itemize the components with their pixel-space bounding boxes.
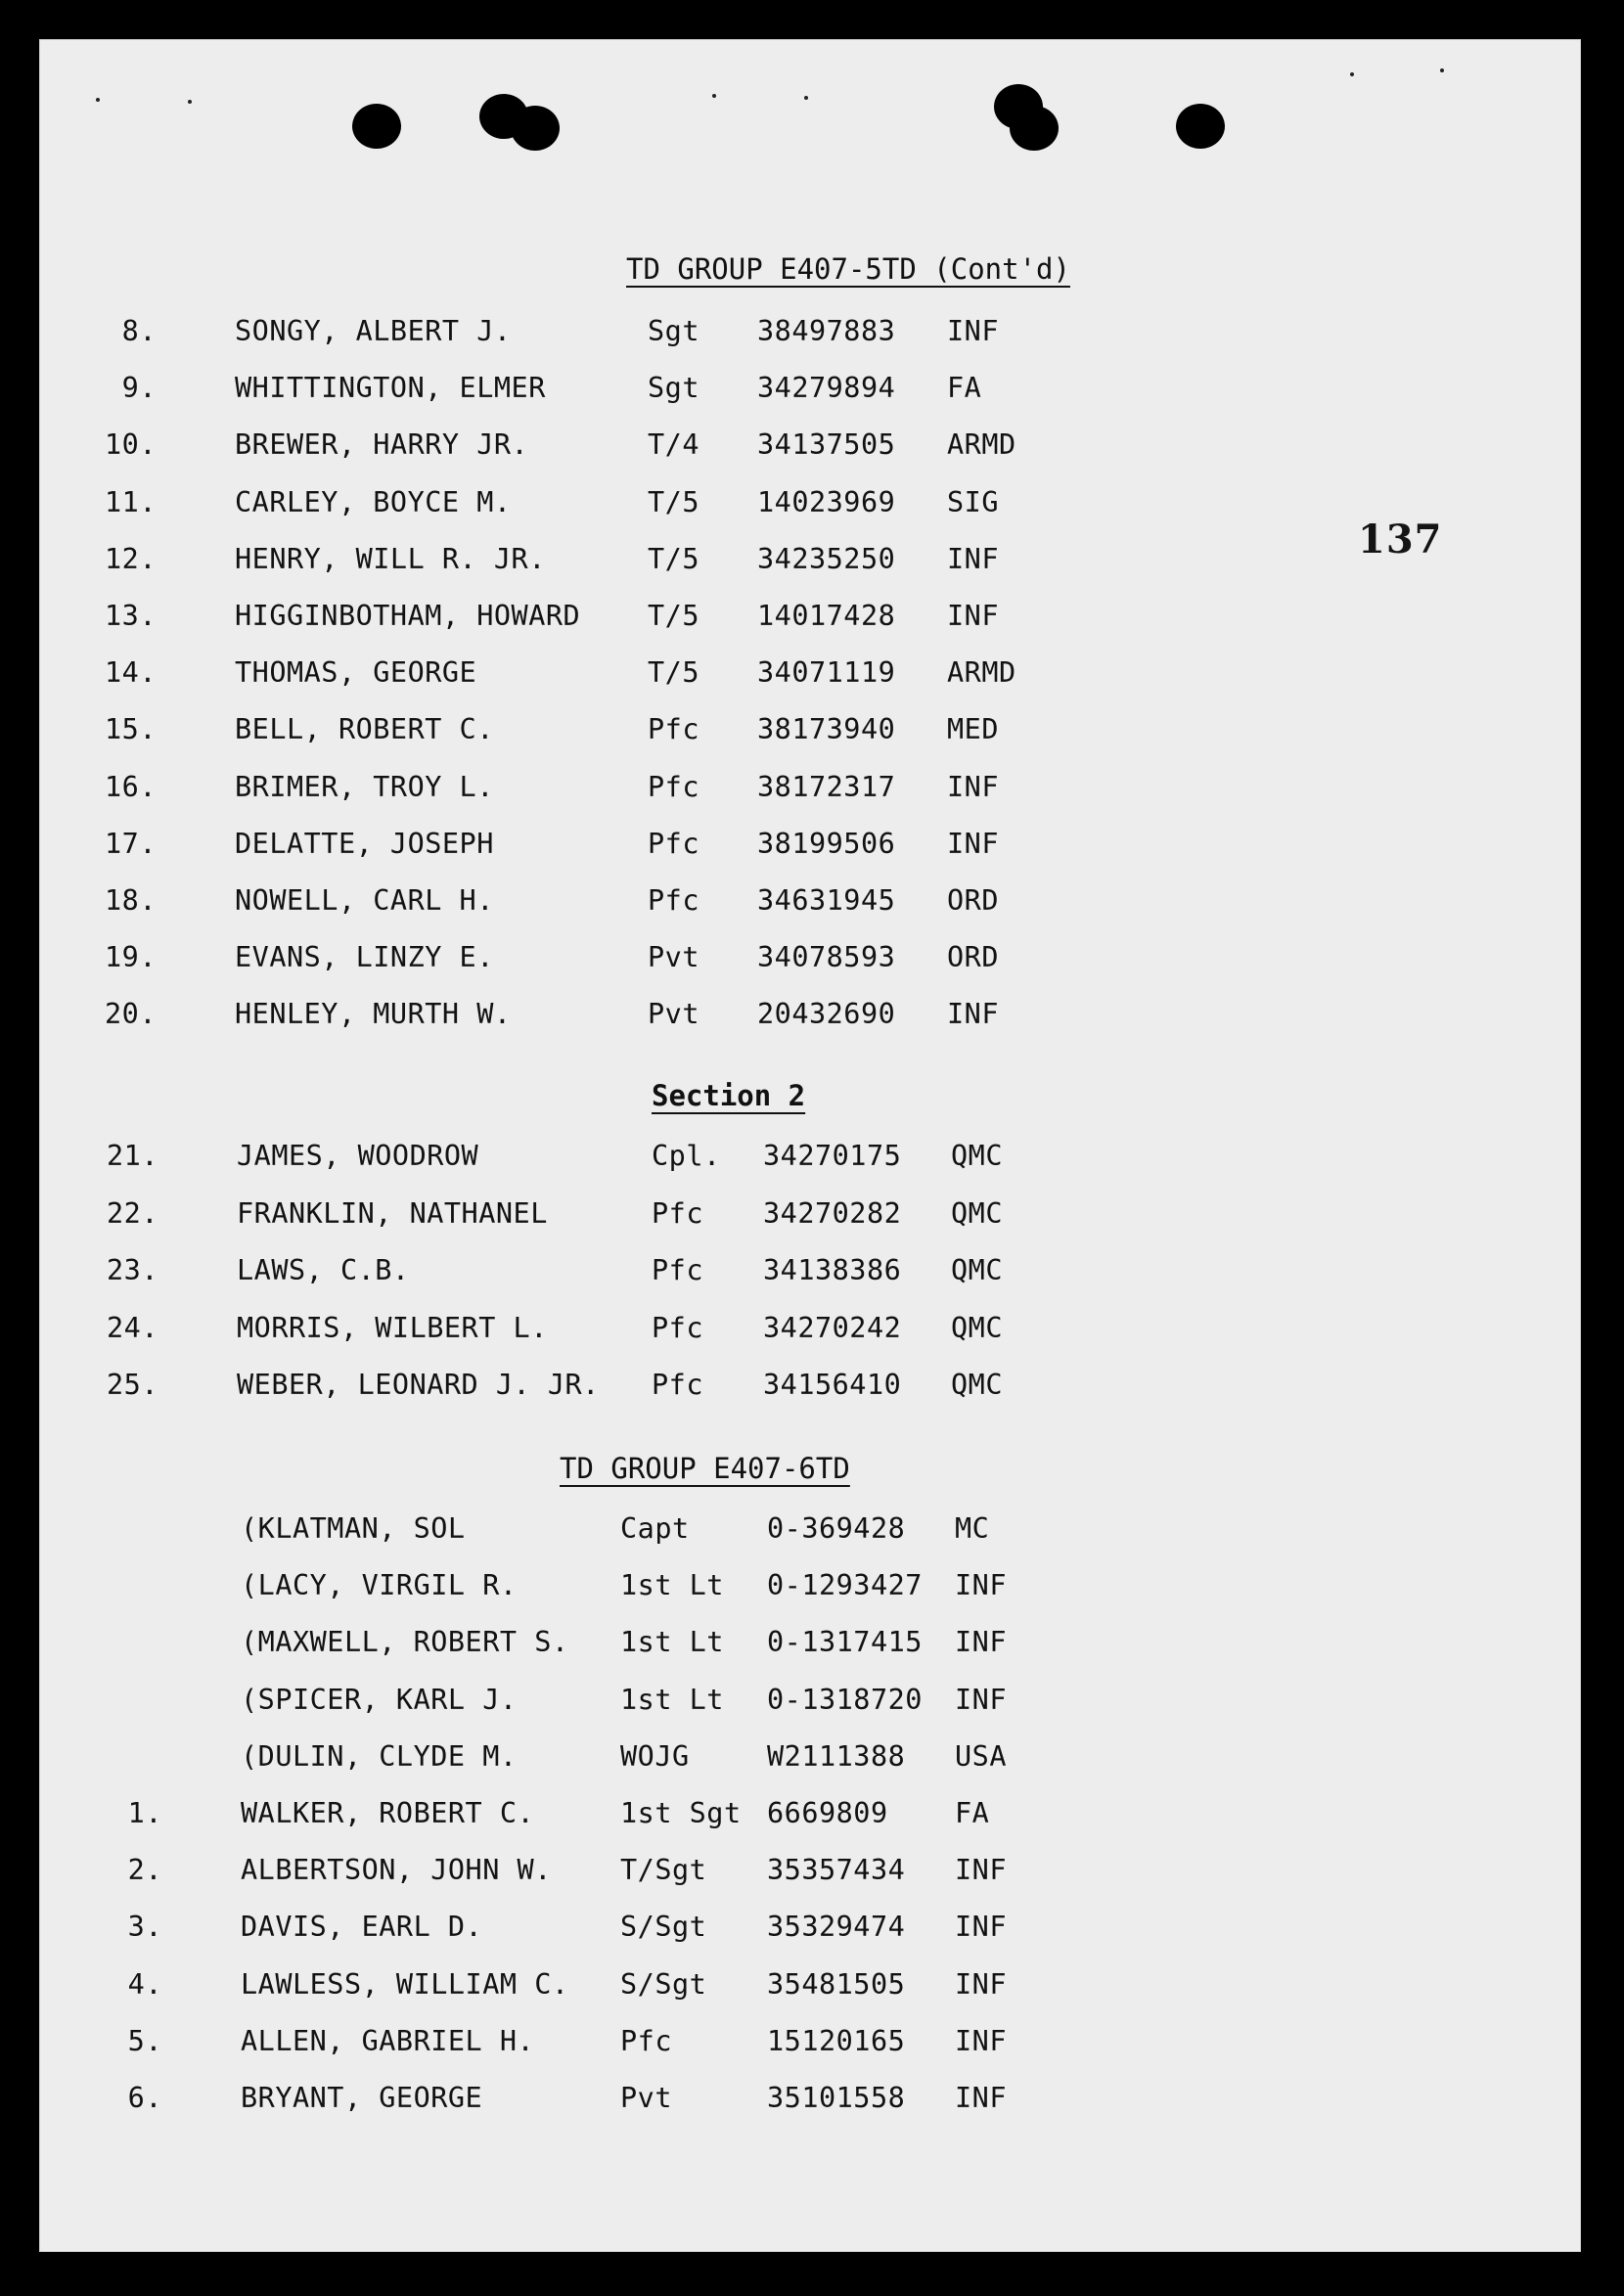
row-number: 24. [107, 1311, 158, 1344]
soldier-name: DELATTE, JOSEPH [235, 827, 494, 860]
branch: ARMD [947, 656, 1016, 690]
rank: 1st Lt [620, 1569, 724, 1602]
roster-row [0, 884, 1174, 927]
serial-number: 15120165 [767, 2024, 906, 2057]
branch: USA [955, 1739, 1007, 1773]
rank: Pfc [652, 1311, 703, 1344]
row-number: 22. [107, 1196, 158, 1230]
serial-number: 0-1293427 [767, 1569, 923, 1602]
roster-row [0, 1684, 1174, 1727]
soldier-name: (DULIN, CLYDE M. [241, 1739, 518, 1773]
roster-row [0, 543, 1174, 586]
soldier-name: NOWELL, CARL H. [235, 884, 494, 917]
rank: Pvt [648, 998, 699, 1031]
soldier-name: DAVIS, EARL D. [241, 1911, 483, 1944]
rank: Pfc [620, 2024, 672, 2057]
serial-number: 34631945 [757, 884, 896, 917]
serial-number: 0-369428 [767, 1512, 906, 1545]
branch: INF [947, 827, 999, 860]
serial-number: 38172317 [757, 770, 896, 803]
branch: INF [947, 770, 999, 803]
branch: ORD [947, 941, 999, 974]
row-number: 13. [105, 600, 157, 632]
branch: ARMD [947, 428, 1016, 462]
soldier-name: (KLATMAN, SOL [241, 1512, 466, 1545]
soldier-name: MORRIS, WILBERT L. [237, 1311, 548, 1344]
serial-number: 14017428 [757, 600, 896, 632]
row-number: 20. [105, 998, 157, 1031]
roster-row [0, 486, 1174, 529]
row-number: 16. [105, 770, 157, 803]
serial-number: 20432690 [757, 998, 896, 1031]
roster-row [0, 941, 1174, 984]
serial-number: 38497883 [757, 315, 896, 347]
serial-number: W2111388 [767, 1739, 906, 1773]
row-number: 10. [105, 428, 157, 462]
row-number: 25. [107, 1369, 158, 1401]
serial-number: 34078593 [757, 941, 896, 974]
row-number: 21. [107, 1140, 158, 1172]
roster-row [0, 1512, 1174, 1555]
roster-row [0, 828, 1174, 871]
soldier-name: LAWS, C.B. [237, 1254, 410, 1286]
soldier-name: BREWER, HARRY JR. [235, 428, 529, 462]
serial-number: 35357434 [767, 1854, 906, 1887]
roster-row [0, 1797, 1174, 1840]
speck-mark [1350, 72, 1354, 76]
row-number: 12. [105, 542, 157, 575]
branch: INF [955, 1626, 1007, 1659]
rank: Pfc [652, 1254, 703, 1286]
rank: T/5 [648, 542, 699, 575]
branch: FA [947, 372, 982, 405]
row-number: 6. [127, 2082, 162, 2114]
rank: Pvt [648, 941, 699, 974]
speck-mark [1440, 68, 1444, 72]
soldier-name: HENLEY, MURTH W. [235, 998, 512, 1031]
rank: Pfc [648, 827, 699, 860]
branch: QMC [951, 1311, 1003, 1344]
row-number: 5. [127, 2024, 162, 2057]
serial-number: 34137505 [757, 428, 896, 462]
serial-number: 0-1317415 [767, 1626, 923, 1659]
soldier-name: BRIMER, TROY L. [235, 770, 494, 803]
roster-row [0, 1854, 1174, 1897]
rank: 1st Lt [620, 1626, 724, 1659]
soldier-name: THOMAS, GEORGE [235, 656, 477, 690]
serial-number: 34138386 [763, 1254, 902, 1286]
rank: Pfc [648, 713, 699, 746]
rank: Sgt [648, 372, 699, 405]
branch: MC [955, 1512, 990, 1545]
branch: INF [947, 998, 999, 1031]
rank: Pfc [648, 884, 699, 917]
row-number: 9. [121, 372, 157, 405]
branch: INF [955, 1967, 1007, 2001]
section-heading: TD GROUP E407-6TD [560, 1452, 850, 1485]
soldier-name: FRANKLIN, NATHANEL [237, 1196, 548, 1230]
branch: QMC [951, 1254, 1003, 1286]
rank: T/5 [648, 656, 699, 690]
punch-hole [1010, 106, 1059, 151]
speck-mark [96, 98, 100, 102]
serial-number: 0-1318720 [767, 1683, 923, 1716]
roster-row [0, 1312, 1174, 1355]
branch: FA [955, 1797, 990, 1829]
rank: Pvt [620, 2082, 672, 2114]
roster-row [0, 2025, 1174, 2068]
serial-number: 6669809 [767, 1797, 888, 1829]
soldier-name: JAMES, WOODROW [237, 1140, 479, 1172]
rank: 1st Sgt [620, 1797, 742, 1829]
row-number: 2. [127, 1854, 162, 1887]
branch: INF [947, 600, 999, 632]
roster-row [0, 428, 1174, 472]
serial-number: 34270242 [763, 1311, 902, 1344]
branch: INF [955, 1911, 1007, 1944]
branch: INF [947, 542, 999, 575]
serial-number: 34071119 [757, 656, 896, 690]
branch: INF [955, 2024, 1007, 2057]
rank: Cpl. [652, 1140, 721, 1172]
rank: S/Sgt [620, 1967, 707, 2001]
rank: T/Sgt [620, 1854, 707, 1887]
branch: INF [955, 1569, 1007, 1602]
punch-hole [1176, 104, 1225, 149]
branch: INF [955, 1683, 1007, 1716]
row-number: 8. [121, 315, 157, 347]
rank: Pfc [652, 1369, 703, 1401]
speck-mark [804, 96, 808, 100]
roster-row [0, 1140, 1174, 1183]
serial-number: 35481505 [767, 1967, 906, 2001]
row-number: 18. [105, 884, 157, 917]
roster-row [0, 1197, 1174, 1240]
soldier-name: BELL, ROBERT C. [235, 713, 494, 746]
serial-number: 34270175 [763, 1140, 902, 1172]
branch: MED [947, 713, 999, 746]
rank: Pfc [652, 1196, 703, 1230]
rank: 1st Lt [620, 1683, 724, 1716]
rank: WOJG [620, 1739, 690, 1773]
soldier-name: EVANS, LINZY E. [235, 941, 494, 974]
roster-row [0, 998, 1174, 1041]
rank: T/5 [648, 485, 699, 518]
soldier-name: (MAXWELL, ROBERT S. [241, 1626, 569, 1659]
roster-row [0, 713, 1174, 756]
row-number: 3. [127, 1911, 162, 1944]
page-number: 137 [1358, 517, 1443, 563]
row-number: 23. [107, 1254, 158, 1286]
roster-row [0, 2082, 1174, 2125]
serial-number: 34235250 [757, 542, 896, 575]
branch: ORD [947, 884, 999, 917]
rank: T/4 [648, 428, 699, 462]
soldier-name: ALLEN, GABRIEL H. [241, 2024, 535, 2057]
roster-row [0, 1968, 1174, 2011]
row-number: 1. [127, 1797, 162, 1829]
rank: Capt [620, 1512, 690, 1545]
speck-mark [712, 94, 716, 98]
soldier-name: WEBER, LEONARD J. JR. [237, 1369, 600, 1401]
serial-number: 34156410 [763, 1369, 902, 1401]
row-number: 14. [105, 656, 157, 690]
punch-hole [511, 106, 560, 151]
soldier-name: (LACY, VIRGIL R. [241, 1569, 518, 1602]
punch-hole [352, 104, 401, 149]
section-heading: Section 2 [652, 1079, 806, 1112]
soldier-name: (SPICER, KARL J. [241, 1683, 518, 1716]
roster-row [0, 1911, 1174, 1954]
rank: Sgt [648, 315, 699, 347]
roster-row [0, 1254, 1174, 1297]
soldier-name: LAWLESS, WILLIAM C. [241, 1967, 569, 2001]
roster-row [0, 1569, 1174, 1612]
soldier-name: SONGY, ALBERT J. [235, 315, 512, 347]
speck-mark [188, 100, 192, 104]
serial-number: 14023969 [757, 485, 896, 518]
row-number: 15. [105, 713, 157, 746]
soldier-name: WALKER, ROBERT C. [241, 1797, 535, 1829]
rank: T/5 [648, 600, 699, 632]
soldier-name: HENRY, WILL R. JR. [235, 542, 546, 575]
roster-row [0, 600, 1174, 643]
soldier-name: WHITTINGTON, ELMER [235, 372, 546, 405]
serial-number: 38173940 [757, 713, 896, 746]
soldier-name: CARLEY, BOYCE M. [235, 485, 512, 518]
soldier-name: ALBERTSON, JOHN W. [241, 1854, 552, 1887]
serial-number: 35101558 [767, 2082, 906, 2114]
soldier-name: BRYANT, GEORGE [241, 2082, 483, 2114]
branch: INF [955, 2082, 1007, 2114]
branch: SIG [947, 485, 999, 518]
row-number: 17. [105, 827, 157, 860]
roster-row [0, 1740, 1174, 1783]
roster-row [0, 771, 1174, 814]
roster-row [0, 315, 1174, 358]
rank: S/Sgt [620, 1911, 707, 1944]
section-heading: TD GROUP E407-5TD (Cont'd) [626, 252, 1070, 286]
serial-number: 34270282 [763, 1196, 902, 1230]
soldier-name: HIGGINBOTHAM, HOWARD [235, 600, 581, 632]
roster-row [0, 1369, 1174, 1412]
branch: QMC [951, 1196, 1003, 1230]
roster-row [0, 656, 1174, 699]
branch: INF [947, 315, 999, 347]
row-number: 11. [105, 485, 157, 518]
roster-row [0, 1626, 1174, 1669]
serial-number: 38199506 [757, 827, 896, 860]
branch: INF [955, 1854, 1007, 1887]
branch: QMC [951, 1140, 1003, 1172]
serial-number: 34279894 [757, 372, 896, 405]
row-number: 19. [105, 941, 157, 974]
row-number: 4. [127, 1967, 162, 2001]
branch: QMC [951, 1369, 1003, 1401]
roster-row [0, 372, 1174, 415]
serial-number: 35329474 [767, 1911, 906, 1944]
rank: Pfc [648, 770, 699, 803]
